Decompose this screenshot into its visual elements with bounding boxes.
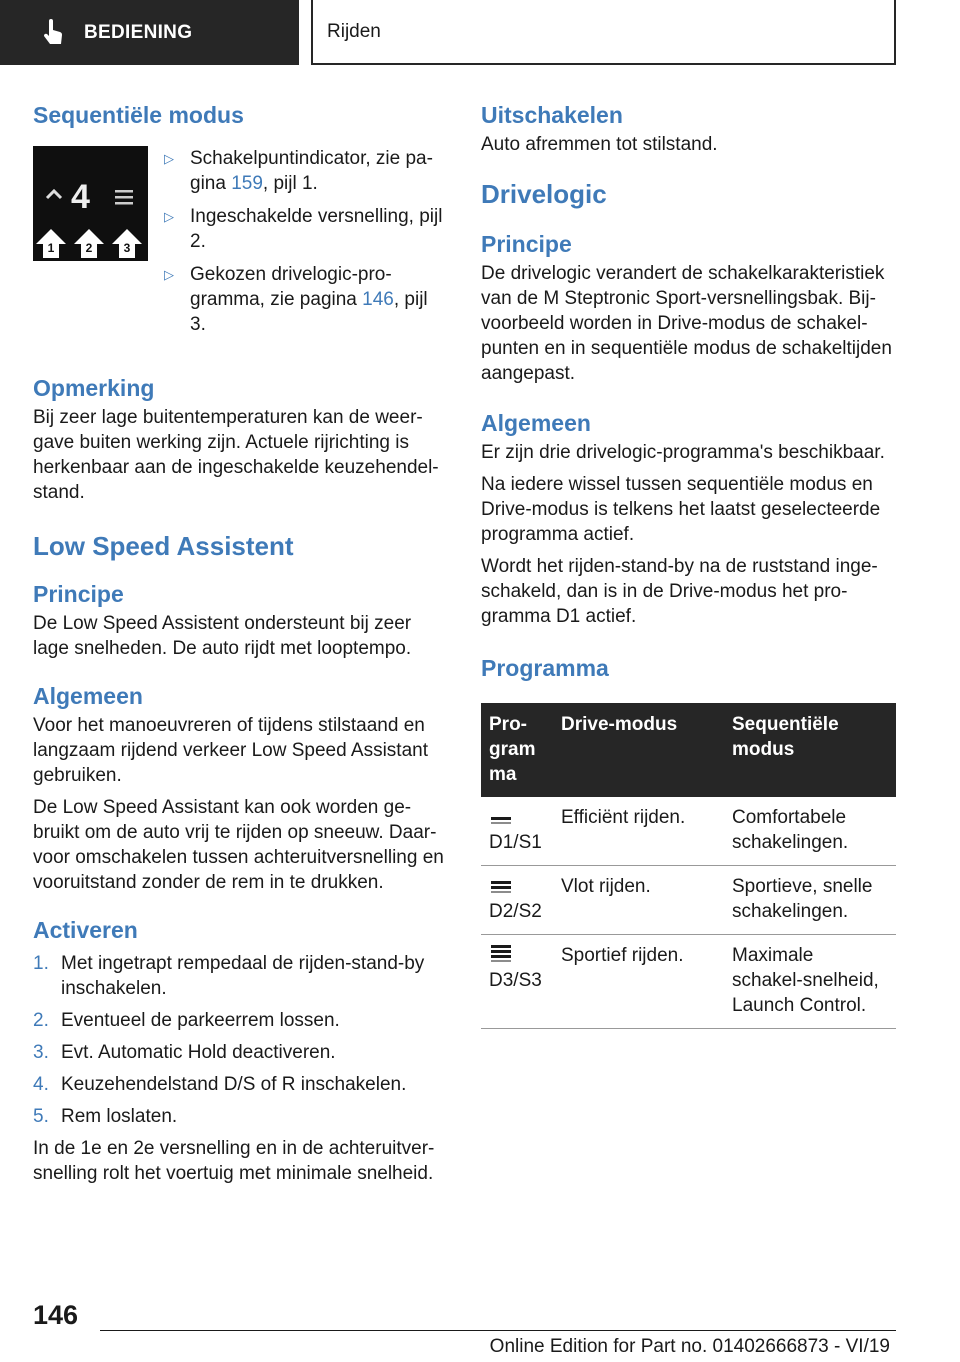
- drive-cell: Sportief rijden.: [553, 935, 724, 1029]
- drivelogic-general-p3: Wordt het rijden-stand-by na de ruststand inge-schakeld, dan is in de Drive-modus het pro-gramma D1 actief.: [481, 556, 878, 627]
- left-column: [33, 100, 445, 1186]
- lsa-title: Low Speed Assistent: [33, 531, 294, 561]
- triangle-bullet-icon: ▷: [164, 267, 174, 282]
- off-title: Uitschakelen: [481, 102, 623, 128]
- edition-text: Online Edition for Part no. 01402666873 - VI/19: [489, 1336, 890, 1357]
- list-item: ▷ Schakelpuntindicator, zie pa-gina 159, pijl 1.: [164, 148, 433, 194]
- list-item: 5. Rem loslaten.: [33, 1106, 178, 1127]
- drivelogic-principle-title: Principe: [481, 231, 572, 257]
- list-item: 2. Eventueel de parkeerrem lossen.: [33, 1010, 340, 1031]
- program-table: [481, 703, 896, 1029]
- off-text: Auto afremmen tot stilstand.: [481, 134, 718, 155]
- lsa-activate-title: Activeren: [33, 917, 138, 943]
- table-row: [481, 866, 896, 935]
- triangle-bullet-icon: ▷: [164, 151, 174, 166]
- lsa-general-p1: Voor het manoeuvreren of tijdens stilstaand en langzaam rijdend verkeer Low Speed Assistant gebruiken.: [33, 715, 429, 786]
- lsa-general-title: Algemeen: [33, 683, 143, 709]
- lsa-principle-text: De Low Speed Assistent ondersteunt bij zeer lage snelheden. De auto rijdt met looptempo.: [33, 613, 412, 659]
- sequential-cell: Sportieve, snelle schakelingen.: [724, 866, 896, 935]
- page-link[interactable]: 146: [362, 289, 394, 310]
- program-cell: D2/S2: [481, 866, 553, 935]
- page-link[interactable]: 159: [231, 173, 263, 194]
- footer-divider: [100, 1330, 896, 1331]
- drivelogic-1-icon: [489, 805, 545, 827]
- drivelogic-general-p2: Na iedere wissel tussen sequentiële modus en Drive-modus is telkens het laatst geselecteerde programma actief.: [481, 474, 881, 545]
- list-item: ▷ Ingeschakelde versnelling, pijl 2.: [164, 206, 443, 252]
- drivelogic-general-p1: Er zijn drie drivelogic-programma's beschikbaar.: [481, 442, 885, 463]
- section-title: BEDIENING: [84, 21, 193, 43]
- drivelogic-title: Drivelogic: [481, 179, 607, 209]
- note-text: Bij zeer lage buitentemperaturen kan de weer-gave buiten werking zijn. Actuele rijrichting is herkenbaar aan de ingeschakelde keuzehendel-stand.: [33, 407, 439, 503]
- hand-touch-icon: [40, 18, 66, 48]
- arrow-label-2: 2: [85, 241, 93, 255]
- list-item: 4. Keuzehendelstand D/S of R inschakelen.: [33, 1074, 407, 1095]
- section-header: [0, 0, 299, 65]
- page-number: 146: [33, 1300, 79, 1330]
- program-title: Programma: [481, 655, 609, 681]
- activate-steps: [33, 951, 445, 1129]
- right-column: [481, 100, 896, 1029]
- sequential-cell: Comfortabele schakelingen.: [724, 797, 896, 866]
- list-item: ▷ Gekozen drivelogic-pro-gramma, zie pagina 146, pijl 3.: [164, 264, 428, 335]
- sequential-title: Sequentiële modus: [33, 102, 244, 128]
- table-row: [481, 935, 896, 1029]
- note-title: Opmerking: [33, 375, 155, 401]
- drive-cell: Vlot rijden.: [553, 866, 724, 935]
- triangle-bullet-icon: ▷: [164, 209, 174, 224]
- drive-cell: Efficiënt rijden.: [553, 797, 724, 866]
- gear-display-figure: [33, 146, 148, 261]
- drivelogic-principle-text: De drivelogic verandert de schakelkarakteristiek van de M Steptronic Sport-versnellingsbak. Bij-voorbeeld worden in Drive-modus de schakel-punten en in sequentiële modus de schakeltijden aangepast.: [481, 263, 892, 384]
- table-header-drive: Drive-modus: [553, 703, 724, 797]
- gear-number: 4: [71, 178, 90, 216]
- table-header-sequential: Sequentiële modus: [724, 703, 896, 797]
- list-item: 1. Met ingetrapt rempedaal de rijden-stand-by inschakelen.: [33, 953, 425, 999]
- chapter-title: Rijden: [327, 20, 381, 42]
- lsa-closing-text: In de 1e en 2e versnelling en in de achteruitver-snelling rolt het voertuig met minimale snelheid.: [33, 1138, 435, 1184]
- chapter-header: [311, 0, 896, 65]
- arrow-label-1: 1: [47, 241, 55, 255]
- lsa-principle-title: Principe: [33, 581, 124, 607]
- program-cell: D1/S1: [481, 797, 553, 866]
- table-header-program: Pro-gram ma: [481, 703, 553, 797]
- arrow-label-3: 3: [123, 241, 131, 255]
- drivelogic-general-title: Algemeen: [481, 410, 591, 436]
- list-item: 3. Evt. Automatic Hold deactiveren.: [33, 1042, 336, 1063]
- sequential-bullets: [162, 146, 445, 345]
- sequential-cell: Maximale schakel-snelheid, Launch Control.: [724, 935, 896, 1029]
- program-cell: D3/S3: [481, 935, 553, 1029]
- sequential-block: [33, 146, 445, 345]
- table-row: [481, 797, 896, 866]
- lsa-general-p2: De Low Speed Assistant kan ook worden ge-bruikt om de auto vrij te rijden op sneeuw. Daar-voor omschakelen tussen achteruitversnelling en vooruitstand zonder de rem in te drukken.: [33, 797, 444, 893]
- drivelogic-2-icon: [489, 874, 545, 896]
- drivelogic-3-icon: [489, 943, 545, 965]
